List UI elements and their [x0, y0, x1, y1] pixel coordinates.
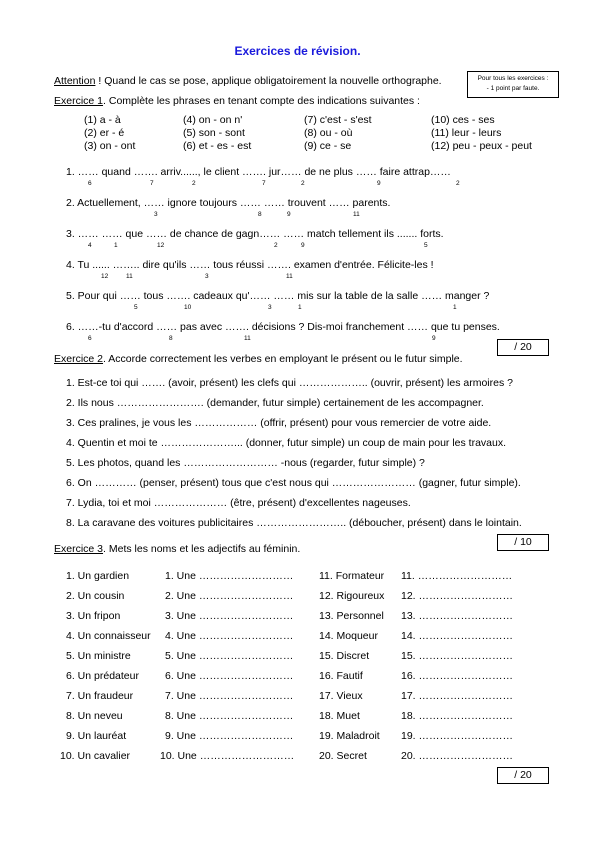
ex1-index: 9	[377, 180, 381, 187]
ex3-score-box: / 20	[497, 767, 549, 784]
ex3-answer-line: 18. ………………………	[401, 710, 514, 722]
ex1-sentence: 2. Actuellement, …… ignore toujours …… …… trouvent …… parents.	[66, 197, 391, 209]
ex1-index: 2	[456, 180, 460, 187]
ex3-answer-line: 9. Une ………………………	[165, 730, 294, 742]
ex1-option: (12) peu - peux - peut	[431, 140, 532, 152]
ex2-sentence: 8. La caravane des voitures publicitaires …………………….. (déboucher, présent) dans le lointain.	[66, 517, 522, 529]
ex1-index: 5	[134, 304, 138, 311]
ex1-index: 1	[298, 304, 302, 311]
ex3-answer-line: 10. Une ………………………	[160, 750, 295, 762]
ex1-index: 4	[88, 242, 92, 249]
ex1-index: 10	[184, 304, 192, 311]
ex1-index: 12	[101, 273, 109, 280]
ex1-index: 2	[192, 180, 196, 187]
ex1-sentence: 4. Tu ...... …….. dire qu'ils …… tous réussi ……. examen d'entrée. Félicite-les !	[66, 259, 434, 271]
ex2-heading	[54, 353, 463, 365]
ex1-index: 11	[244, 335, 251, 342]
ex2-label: Exercice 2	[54, 353, 104, 365]
ex3-adjective: 20. Secret	[319, 750, 367, 762]
ex1-option: (10) ces - ses	[431, 114, 495, 126]
ex3-answer-line: 19. ………………………	[401, 730, 514, 742]
ex3-heading	[54, 543, 300, 555]
attention-line	[54, 75, 442, 87]
ex3-answer-line: 11. ………………………	[401, 570, 513, 582]
ex3-masculine-noun: 5. Un ministre	[66, 650, 131, 662]
ex1-index: 6	[88, 180, 92, 187]
ex1-index: 12	[157, 242, 165, 249]
ex1-index: 3	[268, 304, 272, 311]
ex1-index: 9	[432, 335, 436, 342]
ex3-answer-line: 17. ………………………	[401, 690, 514, 702]
ex3-masculine-noun: 1. Un gardien	[66, 570, 130, 582]
ex3-answer-line: 12. ………………………	[401, 590, 514, 602]
ex1-sentence: 3. …… …… que …… de chance de gagn…… …… match tellement ils ....... forts.	[66, 228, 444, 240]
ex1-score-box: / 20	[497, 339, 549, 356]
scoring-note-line2: - 1 point par faute.	[486, 85, 540, 92]
ex1-sentence: 1. …… quand ……. arriv......, le client ……. jur…… de ne plus …… faire attrap……	[66, 166, 451, 178]
ex3-instructions: . Mets les noms et les adjectifs au féminin.	[103, 543, 301, 555]
ex3-answer-line: 3. Une ………………………	[165, 610, 294, 622]
ex2-score-box: / 10	[497, 534, 549, 551]
ex1-index: 11	[286, 273, 293, 280]
ex1-index: 2	[301, 180, 305, 187]
ex1-option: (3) on - ont	[84, 140, 136, 152]
ex1-sentence: 6. ……-tu d'accord …… pas avec ……. décisions ? Dis-moi franchement …… que tu penses.	[66, 321, 500, 333]
ex3-answer-line: 14. ………………………	[401, 630, 514, 642]
ex1-option: (4) on - on n'	[183, 114, 243, 126]
ex2-sentence: 3. Ces pralines, je vous les ……………… (offrir, présent) pour vous remercier de votre aide.	[66, 417, 492, 429]
attention-label: Attention	[54, 75, 96, 87]
ex3-adjective: 17. Vieux	[319, 690, 363, 702]
ex3-answer-line: 2. Une ………………………	[165, 590, 294, 602]
ex3-answer-line: 16. ………………………	[401, 670, 514, 682]
ex3-adjective: 16. Fautif	[319, 670, 363, 682]
ex3-adjective: 11. Formateur	[319, 570, 385, 582]
ex1-instructions: . Complète les phrases en tenant compte des indications suivantes :	[103, 95, 420, 107]
ex1-index: 11	[126, 273, 133, 280]
ex1-index: 9	[287, 211, 291, 218]
ex3-masculine-noun: 9. Un lauréat	[66, 730, 127, 742]
ex3-adjective: 12. Rigoureux	[319, 590, 385, 602]
ex3-adjective: 15. Discret	[319, 650, 370, 662]
ex3-answer-line: 6. Une ………………………	[165, 670, 294, 682]
ex1-option: (11) leur - leurs	[431, 127, 502, 139]
ex2-sentence: 5. Les photos, quand les ……………………… -nous (regarder, futur simple) ?	[66, 457, 425, 469]
ex3-answer-line: 8. Une ………………………	[165, 710, 294, 722]
ex1-index: 8	[258, 211, 262, 218]
ex1-index: 1	[114, 242, 118, 249]
ex1-option: (1) a - à	[84, 114, 121, 126]
ex3-adjective: 18. Muet	[319, 710, 360, 722]
ex1-index: 3	[205, 273, 209, 280]
ex1-index: 1	[453, 304, 457, 311]
ex1-index: 11	[353, 211, 360, 218]
ex3-adjective: 19. Maladroit	[319, 730, 380, 742]
ex1-index: 3	[154, 211, 158, 218]
scoring-note	[467, 71, 559, 98]
ex3-label: Exercice 3	[54, 543, 104, 555]
scoring-note-line1: Pour tous les exercices :	[477, 75, 549, 82]
ex2-sentence: 6. On ………… (penser, présent) tous que c'est nous qui …………………… (gagner, futur simple).	[66, 477, 521, 489]
ex1-label: Exercice 1	[54, 95, 104, 107]
ex2-sentence: 2. Ils nous ……………………. (demander, futur simple) certainement de les accompagner.	[66, 397, 484, 409]
ex1-option: (9) ce - se	[304, 140, 352, 152]
ex3-answer-line: 1. Une ………………………	[165, 570, 294, 582]
ex3-answer-line: 4. Une ………………………	[165, 630, 294, 642]
ex3-answer-line: 15. ………………………	[401, 650, 514, 662]
attention-text: ! Quand le cas se pose, applique obligatoirement la nouvelle orthographe.	[95, 75, 442, 87]
ex1-option: (7) c'est - s'est	[304, 114, 372, 126]
ex1-sentence: 5. Pour qui …… tous ……. cadeaux qu'…… …… mis sur la table de la salle …… manger ?	[66, 290, 490, 302]
ex2-sentence: 4. Quentin et moi te …………………... (donner, futur simple) un coup de main pour les travaux.	[66, 437, 507, 449]
ex1-option: (5) son - sont	[183, 127, 245, 139]
ex1-heading	[54, 95, 420, 107]
ex3-masculine-noun: 8. Un neveu	[66, 710, 123, 722]
ex1-index: 2	[274, 242, 278, 249]
ex2-sentence: 1. Est-ce toi qui ……. (avoir, présent) les clefs qui ……………….. (ouvrir, présent) les armoires ?	[66, 377, 513, 389]
ex1-index: 9	[301, 242, 305, 249]
ex1-option: (2) er - é	[84, 127, 125, 139]
page-title: Exercices de révision.	[234, 44, 361, 58]
ex3-answer-line: 5. Une ………………………	[165, 650, 294, 662]
ex3-answer-line: 7. Une ………………………	[165, 690, 294, 702]
ex1-option: (8) ou - où	[304, 127, 353, 139]
ex2-sentence: 7. Lydia, toi et moi ………………… (être, présent) d'excellentes nageuses.	[66, 497, 411, 509]
ex3-masculine-noun: 6. Un prédateur	[66, 670, 139, 682]
ex3-adjective: 14. Moqueur	[319, 630, 378, 642]
ex3-masculine-noun: 10. Un cavalier	[60, 750, 131, 762]
ex1-option: (6) et - es - est	[183, 140, 252, 152]
ex3-answer-line: 20. ………………………	[401, 750, 514, 762]
ex1-index: 5	[424, 242, 428, 249]
ex1-index: 7	[262, 180, 266, 187]
ex3-masculine-noun: 2. Un cousin	[66, 590, 125, 602]
ex3-answer-line: 13. ………………………	[401, 610, 514, 622]
ex3-masculine-noun: 4. Un connaisseur	[66, 630, 151, 642]
ex3-adjective: 13. Personnel	[319, 610, 384, 622]
ex1-index: 8	[169, 335, 173, 342]
ex2-instructions: . Accorde correctement les verbes en employant le présent ou le futur simple.	[103, 353, 463, 365]
ex3-masculine-noun: 3. Un fripon	[66, 610, 121, 622]
ex1-index: 6	[88, 335, 92, 342]
ex1-index: 7	[150, 180, 154, 187]
ex3-masculine-noun: 7. Un fraudeur	[66, 690, 134, 702]
